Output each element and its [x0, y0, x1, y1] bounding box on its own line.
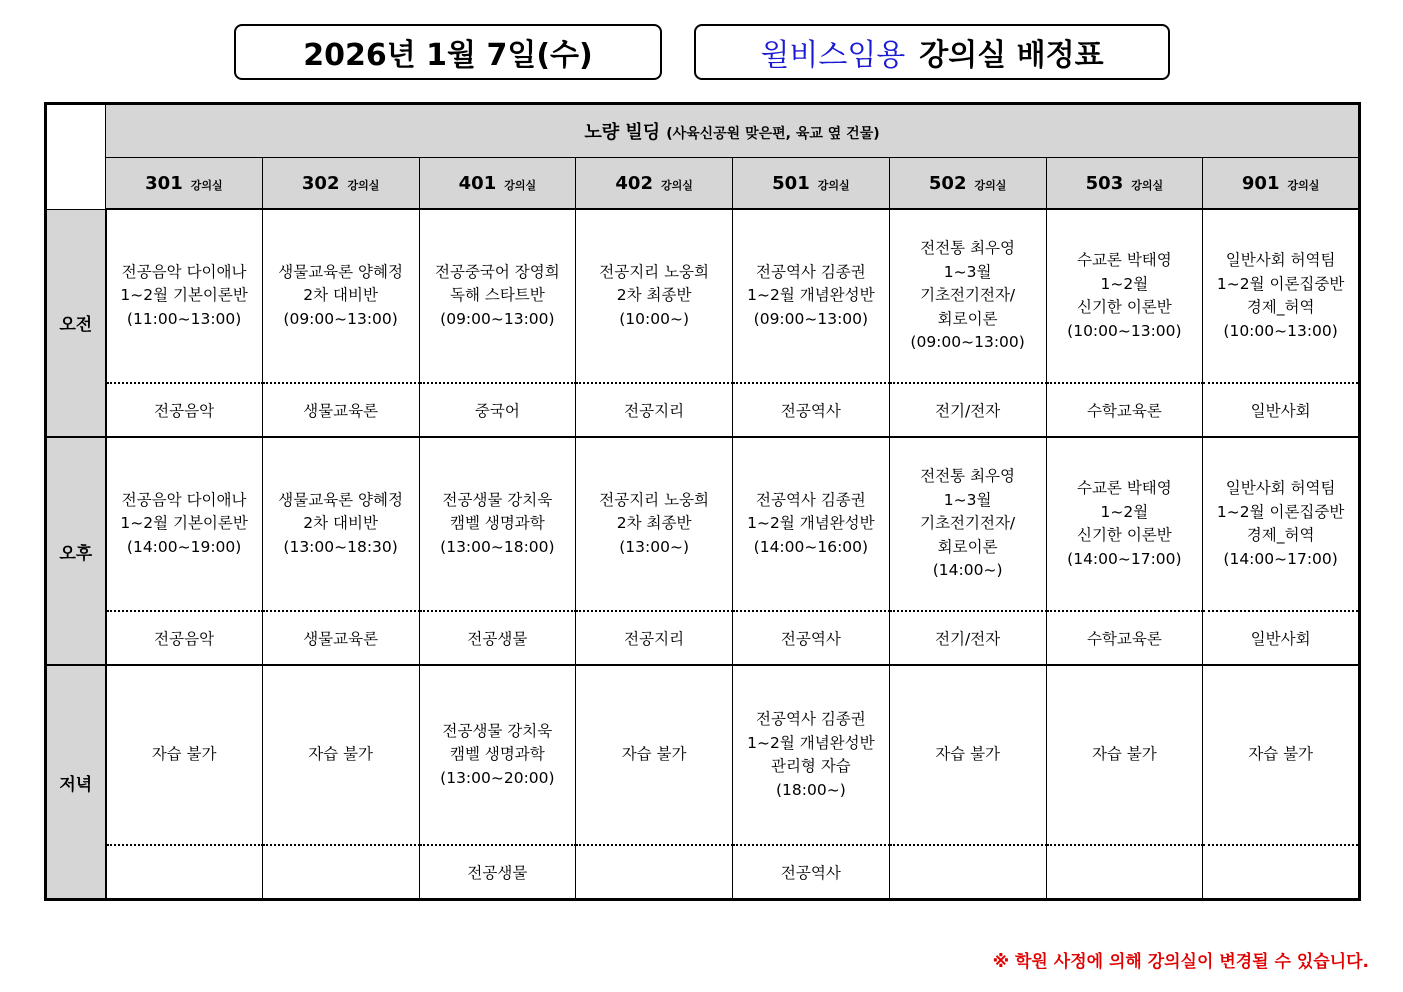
room-unit: 강의실: [347, 178, 380, 192]
date-text: 2026년 1월 7일(수): [303, 38, 593, 73]
subject-cell: 전공음악: [106, 611, 263, 665]
room-number: 901: [1241, 172, 1280, 194]
class-cell: [419, 437, 576, 611]
class-info-line: 회로이론: [937, 537, 998, 556]
class-info-line: 경제_허역: [1246, 298, 1315, 316]
room-number: 503: [1085, 172, 1124, 194]
room-unit: 강의실: [974, 178, 1007, 192]
subject-cell: 중국어: [419, 383, 576, 437]
class-info-line: 관리형 자습: [770, 757, 851, 775]
class-info-line: 1~2월: [1100, 274, 1149, 293]
period-row-main: [46, 665, 1360, 845]
class-info-line: (13:00~18:00): [440, 537, 555, 556]
class-cell: [1203, 665, 1360, 845]
class-info-line: (14:00~17:00): [1223, 549, 1338, 568]
subject-cell: 일반사회: [1203, 383, 1360, 437]
subject-cell: 전공생물: [419, 611, 576, 665]
class-info-line: 1~3월: [943, 262, 992, 281]
subject-cell: [262, 845, 419, 900]
class-info-line: 캠벨 생명과학: [449, 514, 545, 533]
period-row-subject: [46, 611, 1360, 665]
subject-cell: 전공역사: [733, 611, 890, 665]
class-info-line: 전공음악 다이애나: [121, 262, 247, 281]
class-info-line: 1~2월 기본이론반: [120, 514, 248, 533]
class-info-line: 전공생물 강치욱: [442, 721, 553, 740]
room-header-402: [576, 158, 733, 210]
subject-cell: 전공역사: [733, 383, 890, 437]
class-info-line: 1~2월: [1100, 502, 1149, 521]
room-number: 501: [772, 172, 810, 194]
class-info-line: 2차 최종반: [616, 286, 692, 305]
document-title: 강의실 배정표: [919, 38, 1104, 73]
class-cell: [419, 665, 576, 845]
class-info-line: (10:00~13:00): [1067, 321, 1182, 340]
subject-cell: 전공생물: [419, 845, 576, 900]
room-unit: 강의실: [504, 178, 537, 192]
class-cell: [733, 665, 890, 845]
class-info-line: (14:00~19:00): [126, 537, 242, 556]
class-info-line: 독해 스타트반: [449, 286, 545, 305]
class-info-line: 전공역사 김종권: [756, 262, 866, 281]
class-info-line: (09:00~13:00): [283, 309, 398, 328]
change-notice: ※ 학원 사정에 의해 강의실이 변경될 수 있습니다.: [992, 952, 1369, 972]
subject-cell: 전공지리: [576, 611, 733, 665]
period-row-subject: [46, 383, 1360, 437]
building-name: 노량 빌딩: [584, 122, 661, 143]
class-info-line: 수교론 박태영: [1076, 251, 1172, 269]
room-unit: 강의실: [190, 178, 223, 192]
subject-cell: 수학교육론: [1046, 611, 1203, 665]
building-note: (사육신공원 맞은편, 육교 옆 건물): [666, 126, 880, 142]
subject-cell: 전기/전자: [889, 611, 1046, 665]
period-row-main: [46, 437, 1360, 611]
subject-cell: 생물교육론: [262, 611, 419, 665]
class-info-line: 자습 불가: [621, 745, 687, 764]
class-info-line: 기초전기전자/: [920, 286, 1016, 305]
class-info-line: (09:00~13:00): [753, 309, 869, 328]
class-cell: [576, 209, 733, 383]
class-info-line: (09:00~13:00): [440, 309, 555, 328]
subject-cell: [576, 845, 733, 900]
class-info-line: 전공중국어 장영희: [435, 262, 560, 281]
class-info-line: 자습 불가: [308, 745, 374, 764]
room-number: 401: [458, 172, 497, 194]
class-info-line: 전전통 최우영: [920, 239, 1015, 258]
class-info-line: 전전통 최우영: [920, 467, 1015, 486]
room-number: 402: [615, 172, 653, 194]
class-info-line: (13:00~18:30): [283, 537, 398, 556]
subject-cell: 전기/전자: [889, 383, 1046, 437]
period-row-subject: [46, 845, 1360, 900]
subject-cell: 일반사회: [1203, 611, 1360, 665]
date-title-box: [234, 24, 662, 80]
room-header-502: [889, 158, 1046, 210]
class-cell: [106, 209, 263, 383]
room-header-301: [106, 158, 263, 210]
class-cell: [576, 665, 733, 845]
class-cell: [733, 437, 890, 611]
period-label: 오전: [46, 209, 106, 437]
subject-cell: 수학교육론: [1046, 383, 1203, 437]
class-cell: [106, 437, 263, 611]
period-label: 오후: [46, 437, 106, 665]
classroom-schedule-table: [44, 102, 1361, 901]
class-cell: [889, 209, 1046, 383]
class-info-line: 전공지리 노웅희: [599, 490, 709, 509]
class-info-line: 1~2월 개념완성반: [747, 286, 875, 305]
room-number: 302: [301, 172, 340, 194]
class-info-line: 전공생물 강치욱: [442, 490, 553, 509]
subject-cell: 전공지리: [576, 383, 733, 437]
class-info-line: 자습 불가: [151, 745, 217, 764]
class-cell: [576, 437, 733, 611]
class-info-line: 일반사회 허역팀: [1225, 251, 1336, 269]
class-cell: [262, 665, 419, 845]
class-info-line: 일반사회 허역팀: [1225, 479, 1336, 497]
class-info-line: 자습 불가: [1091, 745, 1157, 764]
class-info-line: (09:00~13:00): [910, 333, 1025, 352]
document-title-box: [694, 24, 1170, 80]
subject-cell: [1046, 845, 1203, 900]
room-header-501: [733, 158, 890, 210]
room-header-401: [419, 158, 576, 210]
period-row-main: [46, 209, 1360, 383]
class-info-line: (13:00~): [619, 537, 689, 556]
class-info-line: 신기한 이론반: [1076, 526, 1172, 544]
room-header-row: [46, 158, 1360, 210]
class-info-line: 1~3월: [943, 490, 992, 509]
brand-name: 윌비스임용: [760, 38, 906, 73]
class-info-line: 2차 대비반: [303, 286, 378, 305]
class-info-line: 수교론 박태영: [1076, 479, 1172, 497]
class-cell: [419, 209, 576, 383]
building-header: [106, 104, 1360, 158]
class-cell: [733, 209, 890, 383]
room-header-503: [1046, 158, 1203, 210]
subject-cell: 전공역사: [733, 845, 890, 900]
room-number: 502: [928, 172, 967, 194]
class-cell: [889, 665, 1046, 845]
room-header-302: [262, 158, 419, 210]
class-info-line: 신기한 이론반: [1076, 298, 1172, 316]
class-info-line: 생물교육론 양혜정: [278, 490, 403, 509]
room-unit: 강의실: [660, 178, 693, 192]
class-info-line: (14:00~): [932, 561, 1003, 580]
room-number: 301: [145, 172, 183, 194]
class-cell: [1046, 209, 1203, 383]
class-info-line: (14:00~17:00): [1067, 549, 1182, 568]
class-info-line: (11:00~13:00): [126, 309, 242, 328]
class-info-line: (10:00~13:00): [1223, 321, 1338, 340]
class-info-line: 기초전기전자/: [920, 514, 1016, 533]
class-info-line: 2차 최종반: [616, 514, 692, 533]
class-info-line: (14:00~16:00): [753, 537, 869, 556]
class-info-line: 생물교육론 양혜정: [278, 262, 403, 281]
subject-cell: [1203, 845, 1360, 900]
class-cell: [262, 209, 419, 383]
class-info-line: 경제_허역: [1246, 526, 1315, 544]
subject-cell: [106, 845, 263, 900]
class-cell: [1203, 437, 1360, 611]
room-unit: 강의실: [817, 178, 850, 192]
class-cell: [1046, 665, 1203, 845]
class-cell: [106, 665, 263, 845]
class-info-line: 1~2월 이론집중반: [1216, 502, 1345, 521]
class-cell: [1046, 437, 1203, 611]
period-label: 저녁: [46, 665, 106, 900]
subject-cell: 전공음악: [106, 383, 263, 437]
class-cell: [1203, 209, 1360, 383]
class-info-line: 회로이론: [937, 309, 998, 328]
subject-cell: [889, 845, 1046, 900]
class-cell: [262, 437, 419, 611]
class-info-line: 1~2월 기본이론반: [120, 286, 248, 305]
class-info-line: 전공역사 김종권: [756, 710, 866, 728]
class-info-line: 전공음악 다이애나: [121, 490, 247, 509]
class-info-line: (13:00~20:00): [440, 768, 555, 787]
class-info-line: 2차 대비반: [303, 514, 378, 533]
class-info-line: 1~2월 개념완성반: [747, 514, 875, 533]
class-info-line: 자습 불가: [1248, 745, 1314, 764]
corner-cell: [46, 104, 106, 210]
class-info-line: 전공지리 노웅희: [599, 262, 709, 281]
class-info-line: (10:00~): [619, 309, 689, 328]
subject-cell: 생물교육론: [262, 383, 419, 437]
class-info-line: 자습 불가: [935, 745, 1001, 764]
class-info-line: 전공역사 김종권: [756, 490, 866, 509]
room-unit: 강의실: [1287, 178, 1320, 192]
class-info-line: 1~2월 이론집중반: [1216, 274, 1345, 293]
class-cell: [889, 437, 1046, 611]
class-info-line: 1~2월 개념완성반: [747, 733, 875, 752]
class-info-line: 캠벨 생명과학: [449, 745, 545, 764]
room-header-901: [1203, 158, 1360, 210]
class-info-line: (18:00~): [776, 780, 846, 799]
room-unit: 강의실: [1131, 178, 1164, 192]
